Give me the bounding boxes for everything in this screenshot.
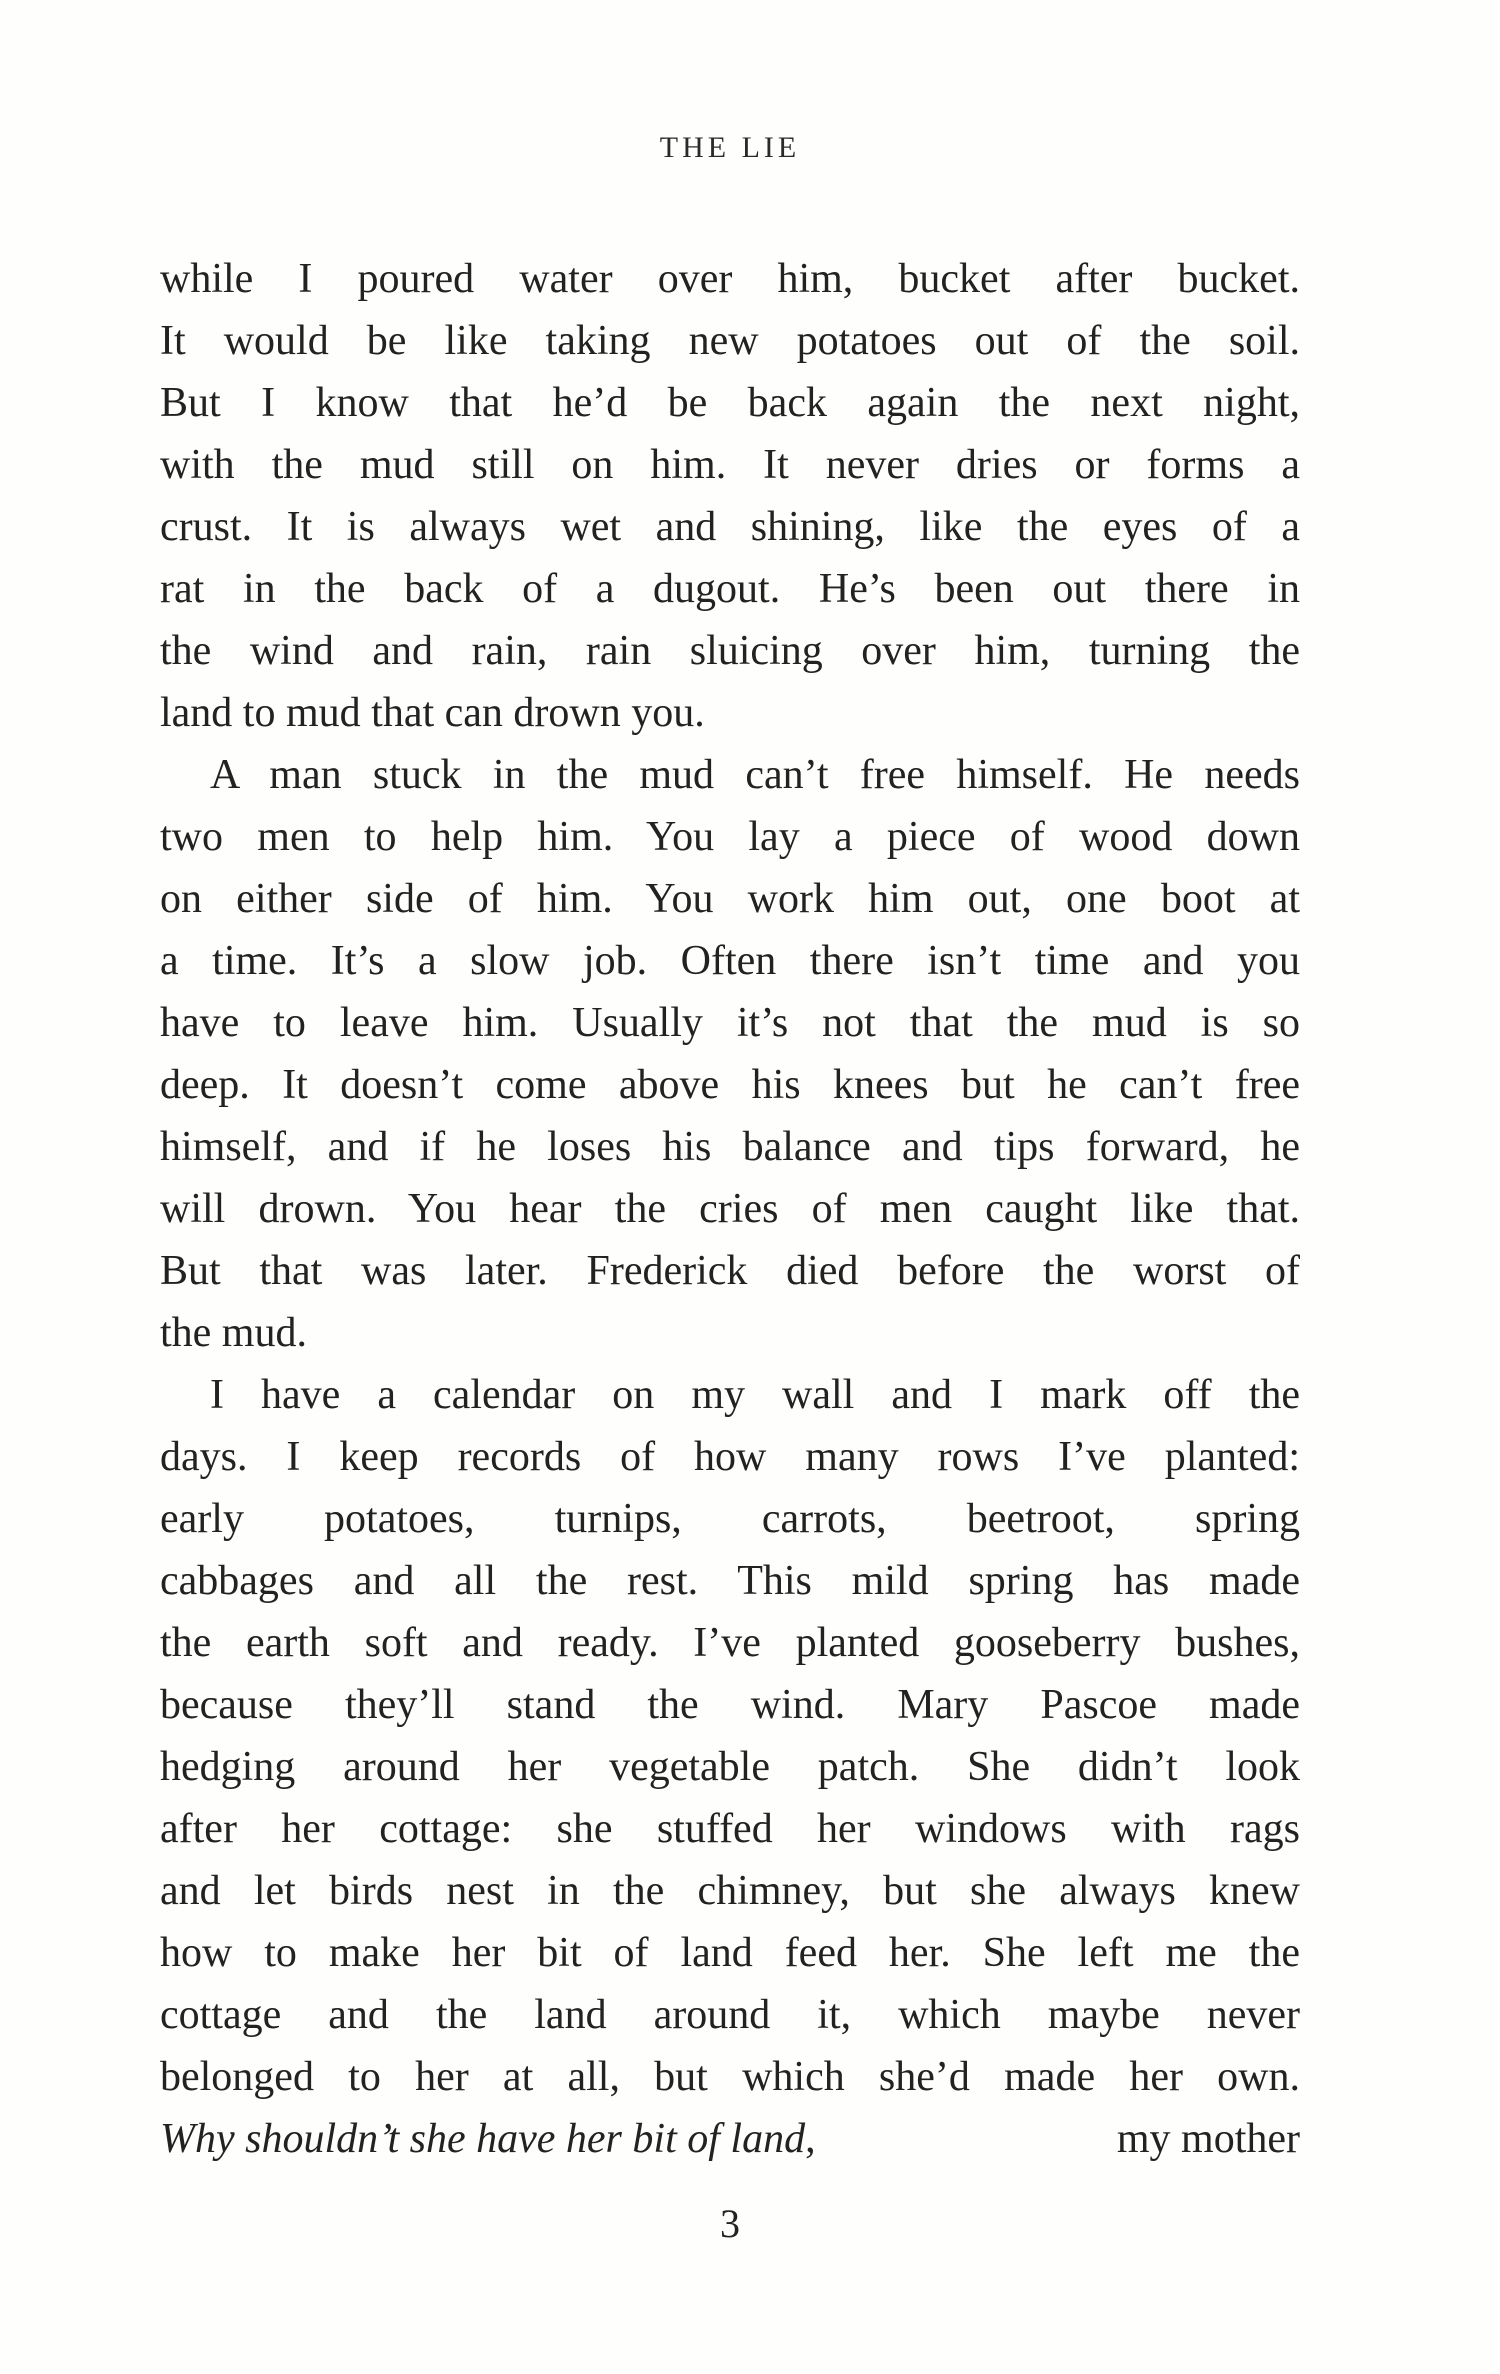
text-line: cabbages and all the rest. This mild spring has made <box>160 1558 1300 1604</box>
text-line: the mud. <box>160 1310 307 1356</box>
paragraph-1 <box>160 248 1300 744</box>
body-text <box>160 248 1300 2170</box>
text-line: a time. It’s a slow job. Often there isn’t time and you <box>160 938 1300 984</box>
text-line: the earth soft and ready. I’ve planted gooseberry bushes, <box>160 1620 1300 1666</box>
text-line: after her cottage: she stuffed her windows with rags <box>160 1806 1300 1852</box>
running-head: THE LIE <box>659 131 801 164</box>
paragraph-3 <box>160 1364 1300 2170</box>
page-number: 3 <box>720 2201 740 2246</box>
text-line: and let birds nest in the chimney, but she always knew <box>160 1868 1300 1914</box>
text-line: land to mud that can drown you. <box>160 690 705 736</box>
text-line: But that was later. Frederick died before the worst of <box>160 1248 1300 1294</box>
text-line: two men to help him. You lay a piece of wood down <box>160 814 1300 860</box>
text-line: himself, and if he loses his balance and tips forward, he <box>160 1124 1300 1170</box>
text-line: will drown. You hear the cries of men caught like that. <box>160 1186 1300 1232</box>
text-line: because they’ll stand the wind. Mary Pascoe made <box>160 1682 1300 1728</box>
text-line-mixed <box>160 2108 1300 2170</box>
text-line: belonged to her at all, but which she’d made her own. <box>160 2054 1300 2100</box>
text-line: crust. It is always wet and shining, like the eyes of a <box>160 504 1300 550</box>
final-line-roman-comma: , <box>805 2116 816 2162</box>
text-line: have to leave him. Usually it’s not that the mud is so <box>160 1000 1300 1046</box>
paragraph-2 <box>160 744 1300 1364</box>
text-line: with the mud still on him. It never dries or forms a <box>160 442 1300 488</box>
text-line: It would be like taking new potatoes out of the soil. <box>160 318 1300 364</box>
text-line: the wind and rain, rain sluicing over him, turning the <box>160 628 1300 674</box>
text-line: But I know that he’d be back again the next night, <box>160 380 1300 426</box>
italic-phrase: Why shouldn’t she have her bit of land <box>160 2116 806 2162</box>
text-line: on either side of him. You work him out, one boot at <box>160 876 1300 922</box>
text-line: rat in the back of a dugout. He’s been out there in <box>160 566 1300 612</box>
text-line: early potatoes, turnips, carrots, beetroot, spring <box>160 1496 1300 1542</box>
text-line: I have a calendar on my wall and I mark off the <box>210 1372 1300 1418</box>
text-line: days. I keep records of how many rows I’ve planted: <box>160 1434 1300 1480</box>
text-line: cottage and the land around it, which maybe never <box>160 1992 1300 2038</box>
final-line-right: my mother <box>1116 2116 1300 2162</box>
text-line: while I poured water over him, bucket after bucket. <box>160 256 1300 302</box>
text-line: A man stuck in the mud can’t free himself. He needs <box>210 752 1300 798</box>
text-line: deep. It doesn’t come above his knees but he can’t free <box>160 1062 1300 1108</box>
text-line: hedging around her vegetable patch. She didn’t look <box>160 1744 1300 1790</box>
text-line: how to make her bit of land feed her. She left me the <box>160 1930 1300 1976</box>
final-line-left <box>160 2108 816 2170</box>
